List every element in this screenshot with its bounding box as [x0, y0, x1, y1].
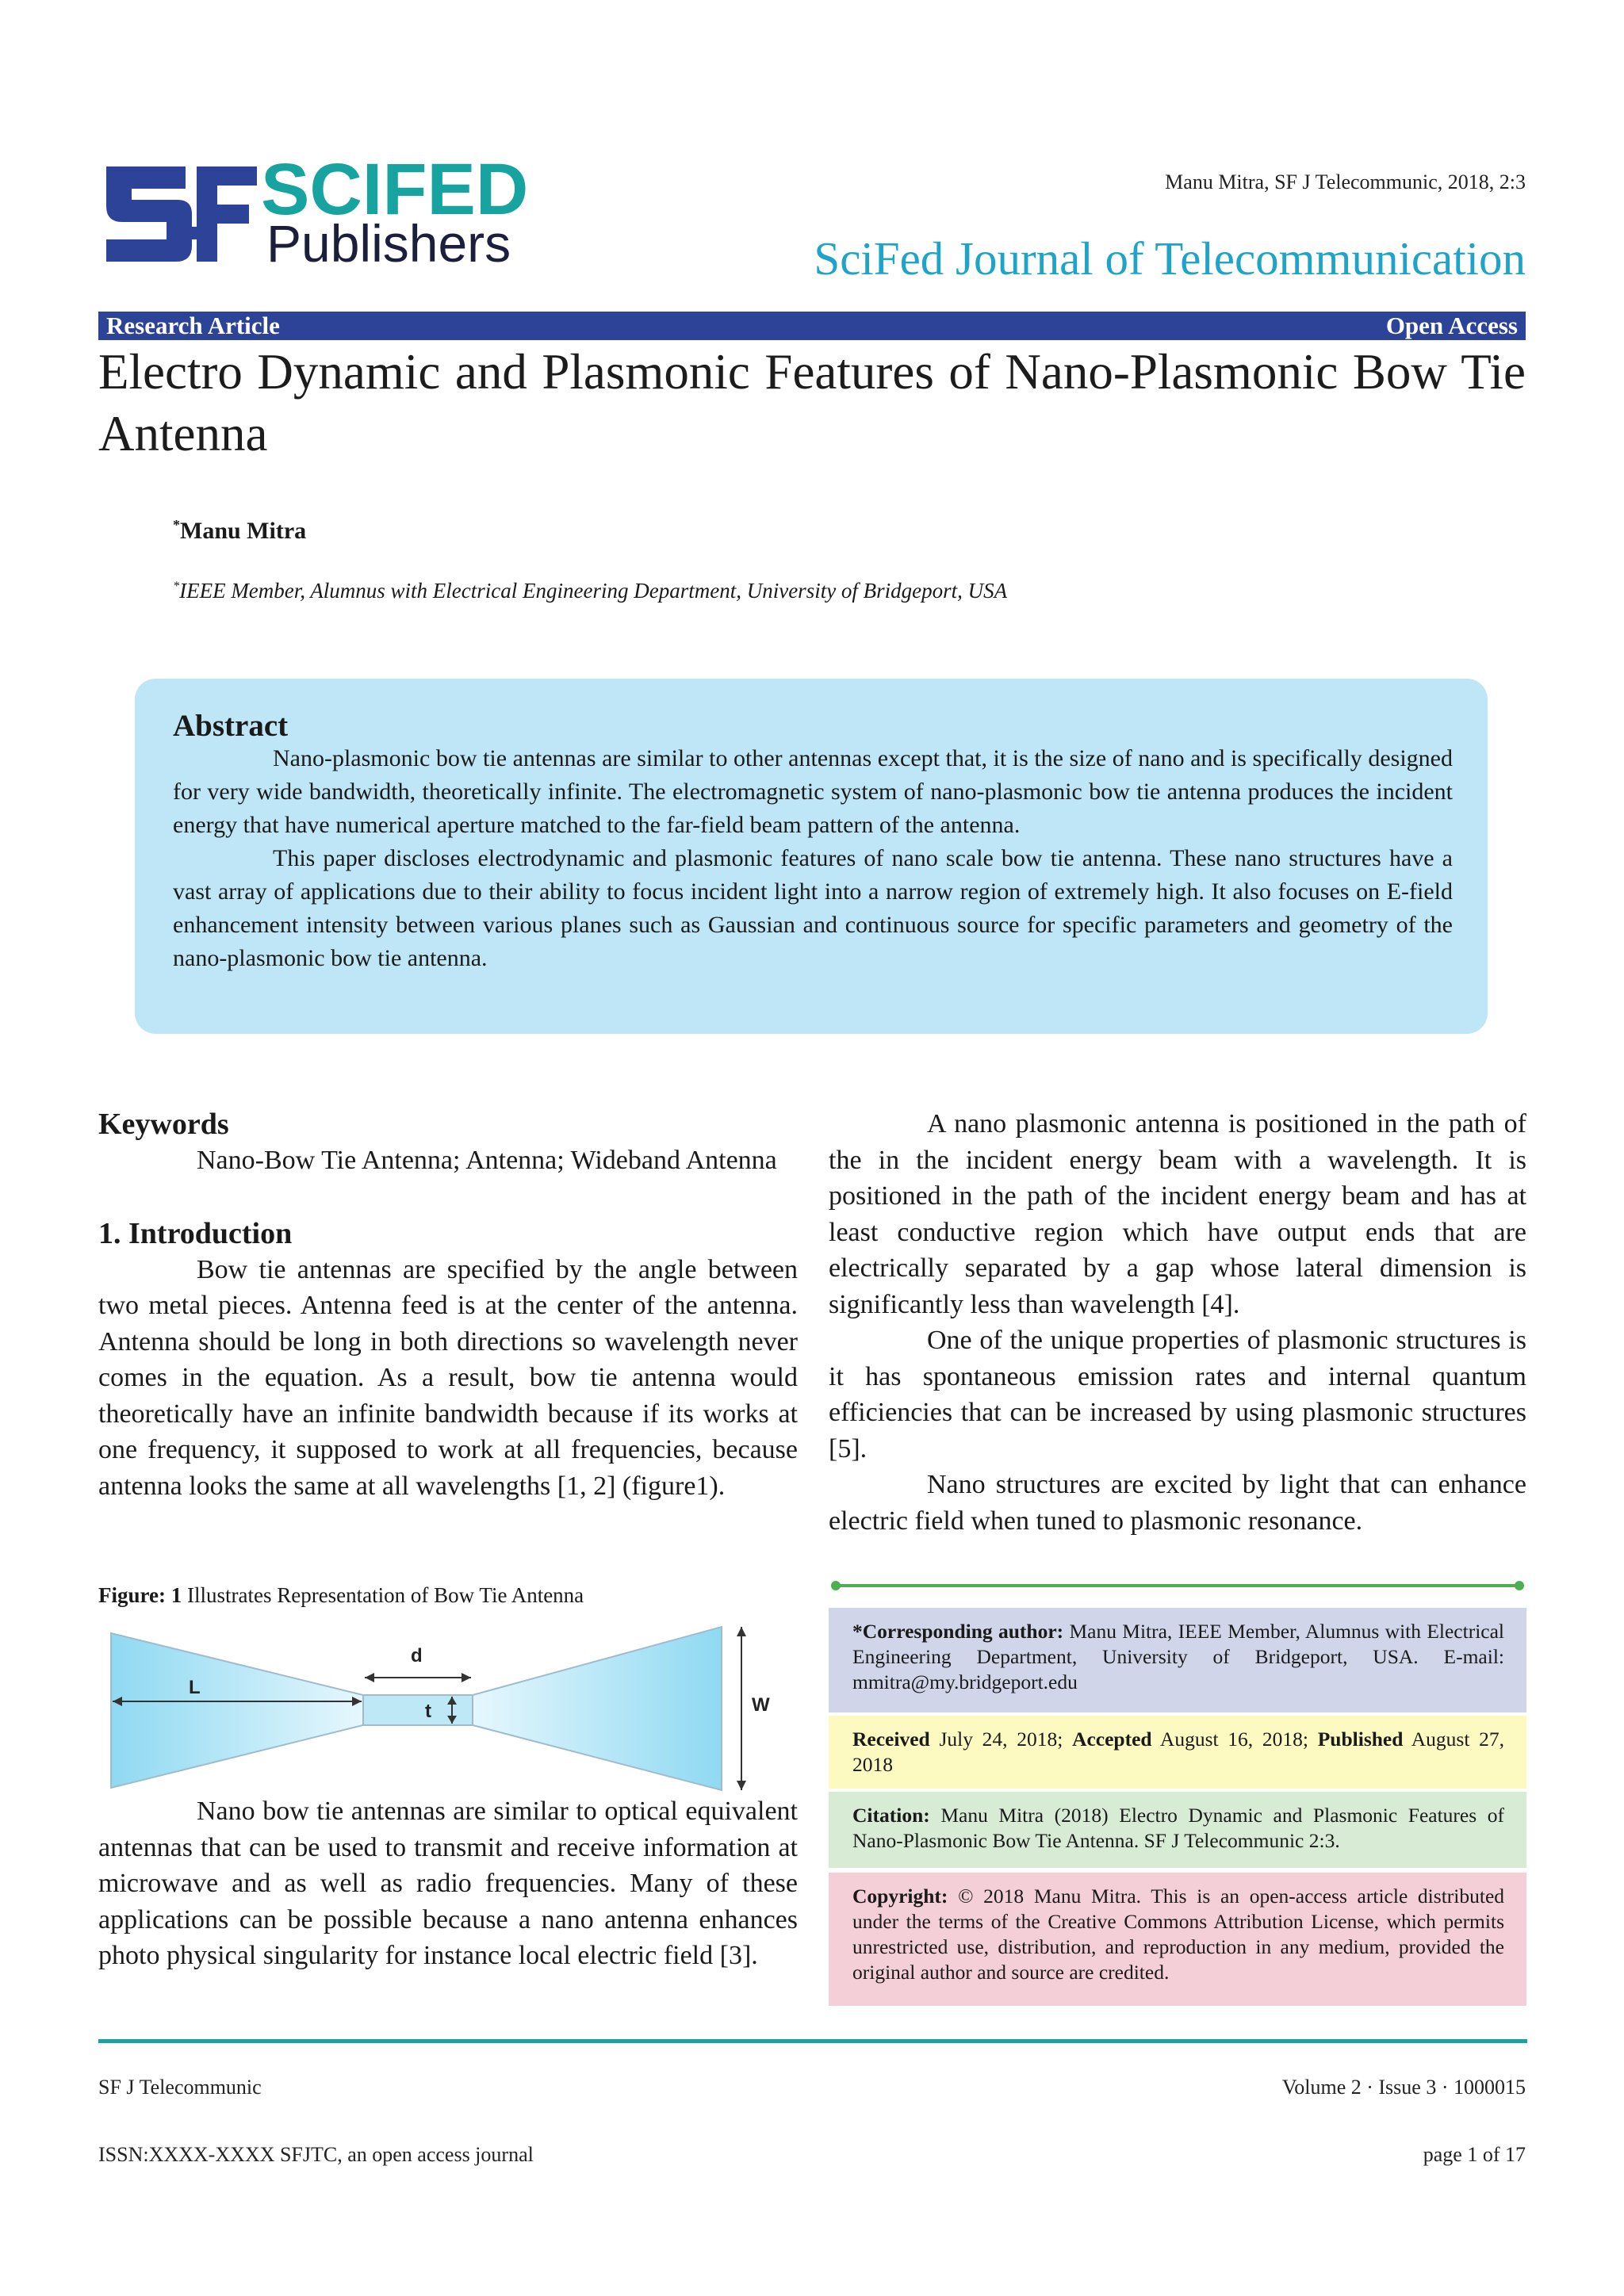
- published-label: Published: [1317, 1728, 1404, 1751]
- bow-tie-diagram: [103, 1617, 785, 1796]
- affiliation: [173, 579, 1007, 603]
- citation-box: [829, 1792, 1526, 1868]
- journal-name: SciFed Journal of Telecommunication: [814, 232, 1526, 285]
- corr-text: Manu Mitra, IEEE Member, Alumnus with Electrical Engineering Department, University of Bridgeport, USA. E-mail: mmitra@my.bridgeport.edu: [852, 1620, 1504, 1693]
- corresponding-author-box: [829, 1608, 1526, 1712]
- footer-volume: Volume 2 · Issue 3 · 1000015: [1281, 2076, 1526, 2099]
- logo-word-publishers: Publishers: [266, 214, 511, 270]
- citation-line: Manu Mitra, SF J Telecommunic, 2018, 2:3: [1165, 170, 1526, 193]
- abstract-box: [135, 679, 1488, 1034]
- figure-caption: [98, 1583, 584, 1608]
- accepted-date: August 16, 2018;: [1159, 1728, 1308, 1751]
- affiliation-marker: *: [173, 579, 180, 593]
- published-date: August 27, 2018: [852, 1728, 1505, 1776]
- corr-label: *Corresponding author:: [852, 1620, 1064, 1643]
- body-paragraph: A nano plasmonic antenna is positioned in the path of the in the incident energy beam with a wavelength. It is positioned in the path of the incident energy beam and has at least conductive region which have output ends that are electrically separated by a gap whose lateral dimension is significantly less than wavelength [4].: [829, 1109, 1526, 1319]
- label-d: d: [411, 1645, 423, 1667]
- left-column-continued: [98, 1793, 798, 1974]
- intro-paragraph: Nano bow tie antennas are similar to optical equivalent antennas that can be used to transmit and receive information at microwave and as well as radio frequencies. Many of these applications can be possible because a nano antenna enhances photo physical singularity for instance local electric field [3].: [98, 1797, 798, 1970]
- figure-label: Figure: 1: [98, 1583, 182, 1607]
- paper-title: Electro Dynamic and Plasmonic Features of Nano-Plasmonic Bow Tie Antenna: [98, 344, 1526, 461]
- left-antenna-arm: [111, 1633, 363, 1788]
- footer-page-number: page 1 of 17: [1423, 2143, 1526, 2166]
- green-divider: [831, 1578, 1524, 1594]
- body-paragraph: Nano structures are excited by light that can enhance electric field when tuned to plasmonic resonance.: [829, 1470, 1526, 1536]
- footer-journal: SF J Telecommunic: [98, 2076, 262, 2099]
- keywords-heading: Keywords: [98, 1108, 229, 1141]
- logo-word-scifed: SCIFED: [261, 151, 529, 230]
- keywords-text: Nano-Bow Tie Antenna; Antenna; Wideband Antenna: [197, 1146, 777, 1175]
- affiliation-text: IEEE Member, Alumnus with Electrical Engineering Department, University of Bridgeport, USA: [179, 579, 1008, 603]
- abstract-paragraph: This paper discloses electrodynamic and plasmonic features of nano scale bow tie antenna. These nano structures have a vast array of applications due to their ability to focus incident light into a narrow region of extremely high. It also focuses on E-field enhancement intensity between various planes such as Gaussian and continuous source for specific parameters and geometry of the nano-plasmonic bow tie antenna.: [173, 845, 1453, 971]
- right-antenna-arm: [473, 1627, 722, 1790]
- copyright-text: © 2018 Manu Mitra. This is an open-access article distributed under the terms of the Creative Commons Attribution License, which permits unrestricted use, distribution, and reproduction in any medium, provided the original author and source are credited.: [852, 1885, 1505, 1984]
- author-name: Manu Mitra: [180, 518, 307, 544]
- label-t: t: [425, 1701, 431, 1722]
- accepted-label: Accepted: [1072, 1728, 1152, 1751]
- open-access-label: Open Access: [1385, 312, 1518, 339]
- intro-paragraph: Bow tie antennas are specified by the angle between two metal pieces. Antenna feed is at the center of the antenna. Antenna should be long in both directions so wavelength never comes in the equation. As a result, bow tie antenna would theoretically have an infinite bandwidth because if its works at one frequency, it supposed to work at all frequencies, because antenna looks the same at all wavelengths [1, 2] (figure1).: [98, 1254, 798, 1501]
- intro-heading: 1. Introduction: [98, 1216, 293, 1250]
- feed-gap: [363, 1695, 473, 1725]
- bow-tie-figure: [103, 1617, 785, 1796]
- footer-issn: ISSN:XXXX-XXXX SFJTC, an open access journal: [98, 2143, 534, 2166]
- article-type: Research Article: [106, 312, 280, 339]
- received-date: July 24, 2018;: [939, 1728, 1063, 1751]
- copyright-label: Copyright:: [852, 1885, 948, 1908]
- author: [173, 517, 306, 545]
- scifed-logo-icon: [98, 151, 550, 270]
- received-label: Received: [852, 1728, 930, 1751]
- abstract-paragraph: Nano-plasmonic bow tie antennas are similar to other antennas except that, it is the size of nano and is specifically designed for very wide bandwidth, theoretically infinite. The electromagnetic system of nano-plasmonic bow tie antenna produces the incident energy that have numerical aperture matched to the far-field beam pattern of the antenna.: [173, 745, 1453, 838]
- label-L: L: [189, 1677, 201, 1698]
- footer-rule: [98, 2039, 1527, 2043]
- article-type-bar: [98, 312, 1526, 340]
- body-paragraph: One of the unique properties of plasmonic structures is it has spontaneous emission rates and internal quantum efficiencies that can be increased by using plasmonic structures [5].: [829, 1326, 1526, 1464]
- citation-label: Citation:: [852, 1804, 930, 1827]
- right-column: [829, 1106, 1526, 1539]
- label-W: W: [752, 1694, 770, 1716]
- abstract-heading: Abstract: [173, 709, 289, 743]
- author-marker: *: [173, 517, 180, 533]
- citation-text: Manu Mitra (2018) Electro Dynamic and Plasmonic Features of Nano-Plasmonic Bow Tie Antenna. SF J Telecommunic 2:3.: [852, 1804, 1504, 1852]
- dates-box: [829, 1716, 1526, 1789]
- copyright-box: [829, 1873, 1526, 2006]
- figure-caption-text: Illustrates Representation of Bow Tie Antenna: [186, 1583, 584, 1607]
- left-column: [98, 1106, 798, 1504]
- scifed-logo: [98, 151, 550, 270]
